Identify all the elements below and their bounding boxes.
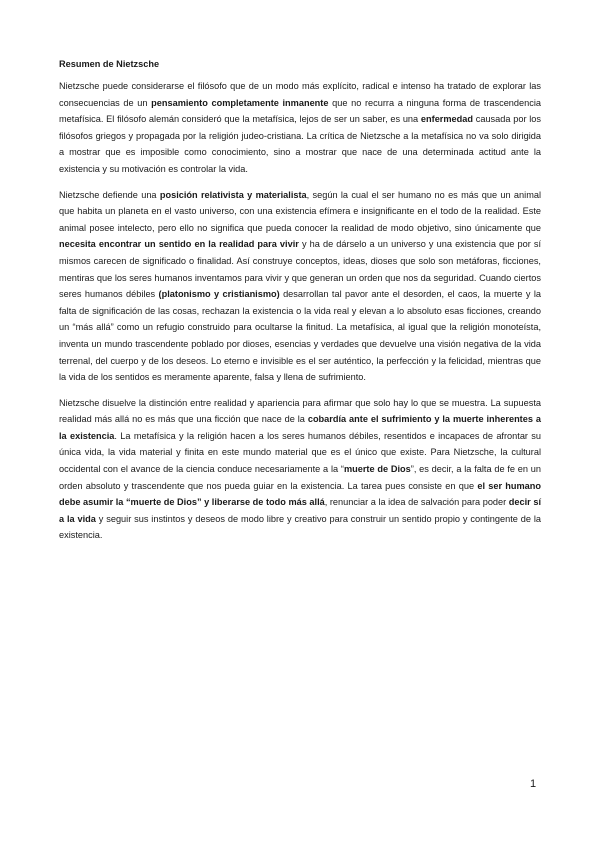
- text-run: , renunciar a la idea de salvación para poder: [324, 497, 509, 508]
- bold-run: muerte de Dios: [343, 464, 411, 475]
- text-run: Nietzsche disuelve la distinción entre realidad y apariencia para afirmar que solo hay lo que se muestra. La supuesta realidad más allá no es más que una ficción que nace de la: [59, 397, 541, 425]
- document-body: [59, 56, 541, 553]
- page-number: 1: [530, 778, 537, 790]
- bold-run: posición relativista y materialista: [159, 189, 307, 200]
- text-run: . La metafísica y la religión hacen a los seres humanos débiles, resentidos e incapaces de afrontar su única vida, la vida material y finita en este mundo material que es el único que existe. Para Nietzsche, la cultural occidental con el avance de la ciencia conduce necesariamente a la “: [59, 430, 542, 475]
- bold-run: cobardía ante el sufrimiento y la muerte inherentes a la existencia: [59, 414, 541, 441]
- bold-run: decir sí a la vida: [59, 497, 541, 524]
- document-title: Resumen de Nietzsche: [59, 59, 160, 69]
- bold-run: enfermedad: [420, 114, 473, 125]
- text-run: que no recurra a ninguna forma de trascendencia metafísica. El filósofo alemán consideró que la metafísica, lejos de ser un saber, es una: [59, 97, 541, 125]
- text-run: causada por los filósofos griegos y propagada por la religión judeo-cristiana. La crítica de Nietzsche a la metafísica no va solo dirigida a mostrar que es imposible como conocimiento, sino a mostrar que nace de una determinada actitud ante la existencia y su motivación es controlar la vida.: [59, 114, 541, 174]
- text-run: ”, es decir, a la falta de fe en un orden absoluto y trascendente que nos pueda guiar en la existencia. La tarea pues consiste en que: [59, 464, 541, 491]
- bold-run: el ser humano debe asumir la “muerte de Dios” y liberarse de todo más allá: [59, 480, 541, 508]
- text-run: y ha de dárselo a un universo y una existencia que por sí mismos carecen de significado o finalidad. Así construye conceptos, ideas, dioses que solo son metáforas, ficciones, mentiras que los seres humanos inventamos para vivir y que generan un orden que nos da seguridad. Cuando ciertos seres humanos débiles: [59, 239, 542, 300]
- bold-run: necesita encontrar un sentido en la realidad para vivir: [59, 239, 299, 250]
- text-run: , según la cual el ser humano no es más que un animal que habita un planeta en el vasto universo, con una existencia efímera e insignificante en el todo de la realidad. Este animal posee intelecto, pero ello no significa que pueda conocer la realidad de modo objetivo, sino únicamente que: [59, 189, 541, 233]
- text-run: y seguir sus instintos y deseos de modo libre y creativo para construir un sentido propio y contingente de la existencia.: [59, 513, 541, 541]
- text-run: Nietzsche defiende una: [59, 189, 160, 200]
- text-run: desarrollan tal pavor ante el desorden, el caos, la muerte y la falta de significación de las cosas, rechazan la existencia o la vida real y elevan a lo absoluto esas ficciones, creando un “más allá” como un refugio construido para ocultarse la finitud. La metafísica, al igual que la religión monoteísta, inventa un mundo trascendente poblado por dioses, esencias y verdades que devuelve una visión negativa de la vida terrenal, del cuerpo y de los deseos. Lo eterno e invisible es el ser auténtico, la perfección y la felicidad, mientras que la vida de los sentidos es meramente aparente, falsa y llena de sufrimiento.: [59, 289, 541, 383]
- paragraph-1: [59, 78, 541, 178]
- text-run: Nietzsche puede considerarse el filósofo que de un modo más explícito, radical e intenso ha tratado de explorar las consecuencias de un: [59, 81, 541, 108]
- paragraph-2: [59, 187, 541, 386]
- bold-run: pensamiento completamente inmanente: [151, 97, 329, 108]
- bold-run: (platonismo y cristianismo): [158, 289, 280, 300]
- paragraph-3: [59, 395, 541, 544]
